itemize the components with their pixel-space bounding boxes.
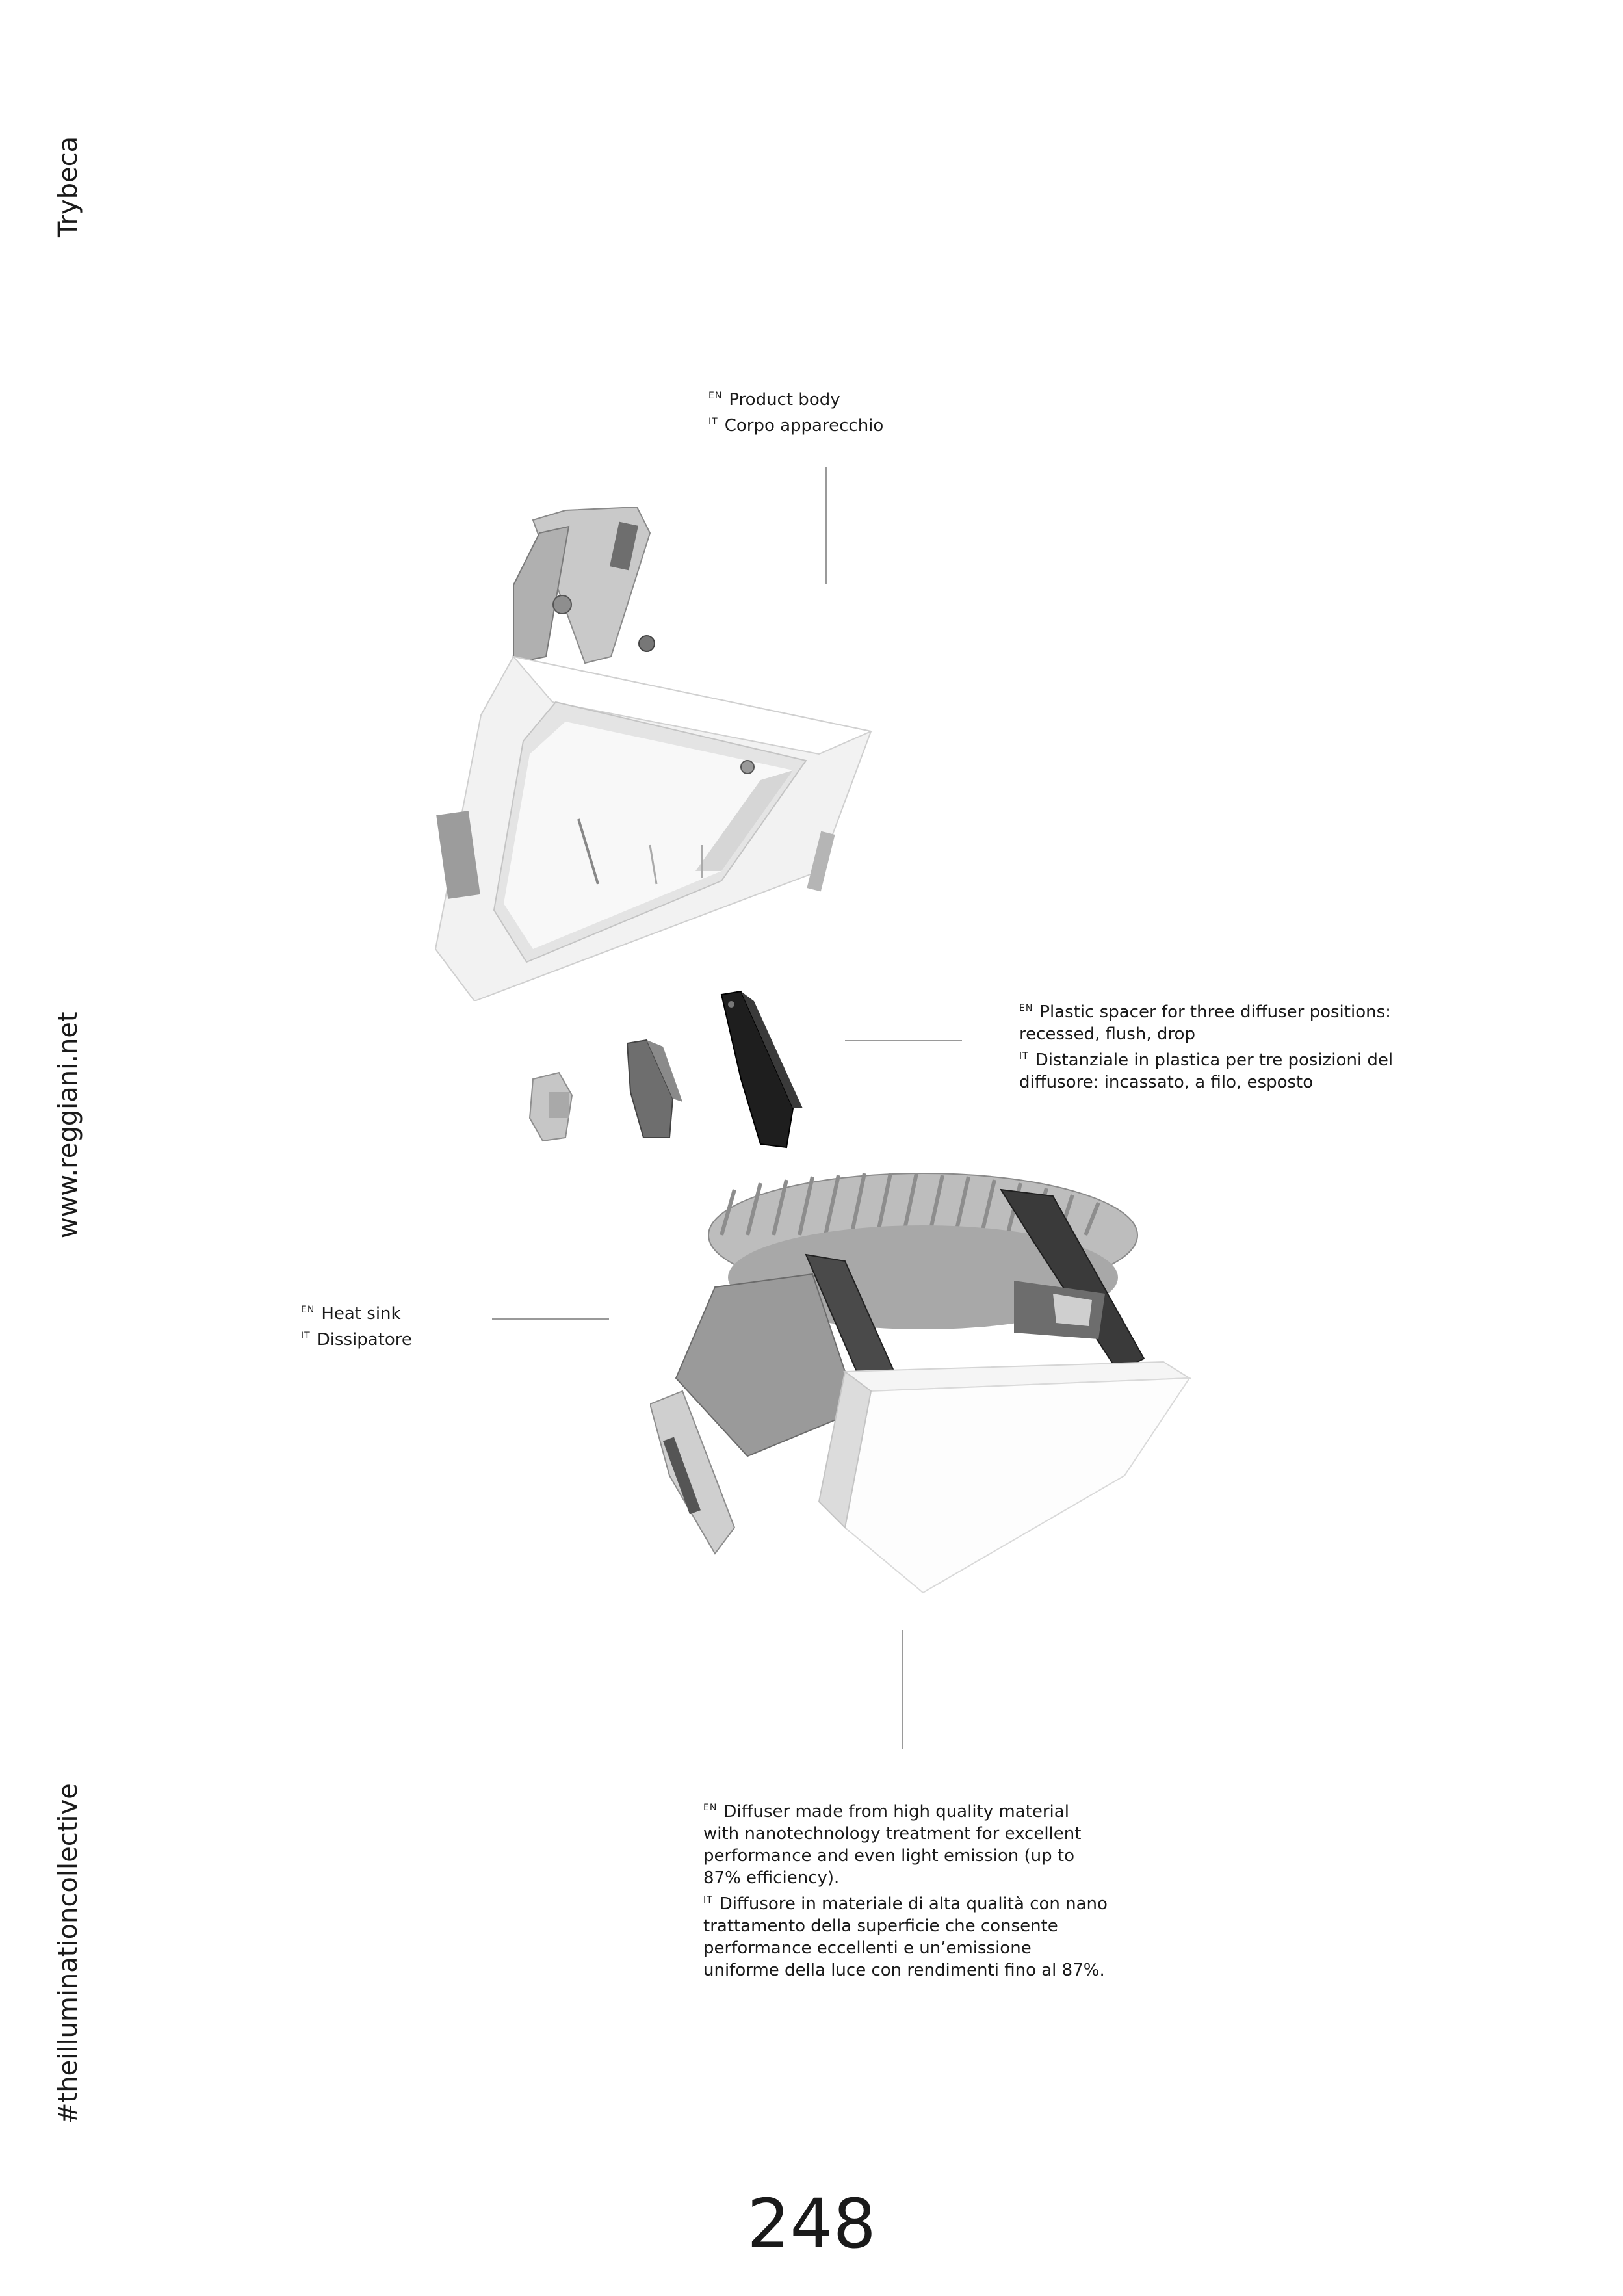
callout-text-it: Distanziale in plastica per tre posizioni del [1035,1050,1394,1070]
product-body-illustration [416,507,897,1001]
callout-heat-sink [301,1299,496,1351]
plastic-spacer-illustration [513,982,851,1151]
lang-tag-en: EN [301,1305,315,1315]
sidebar-hashtag: #theilluminationcollective [53,1783,83,2124]
lang-tag-en: EN [708,391,723,401]
callout-text-en: Diffuser made from high quality material [723,1802,1069,1821]
leader-line-diffuser [902,1630,903,1749]
leader-line-spacer [845,1040,962,1041]
lang-tag-en: EN [1019,1003,1033,1013]
callout-text-en: performance and even light emission (up to [703,1846,1074,1866]
callout-text-en: with nanotechnology treatment for excellent [703,1824,1082,1844]
callout-text-en: Product body [729,390,840,410]
callout-text-it: diffusore: incassato, a filo, esposto [1019,1073,1314,1092]
callout-text-en: Heat sink [321,1304,401,1324]
lang-tag-it: IT [1019,1051,1029,1062]
callout-product-body [708,385,1098,437]
heat-sink-illustration [650,1164,1209,1632]
callout-spacer [1019,997,1409,1093]
callout-text-en: Plastic spacer for three diffuser positions: [1039,1002,1391,1022]
page-number: 248 [747,2184,876,2263]
lang-tag-it: IT [703,1895,713,1905]
callout-text-it: uniforme della luce con rendimenti fino al 87%. [703,1961,1105,1980]
callout-text-it: performance eccellenti e un’emissione [703,1938,1032,1958]
leader-line-heat-sink [492,1318,609,1320]
sidebar-website[interactable]: www.reggiani.net [53,1011,83,1238]
lang-tag-it: IT [301,1331,311,1341]
lang-tag-it: IT [708,417,718,427]
callout-text-en: 87% efficiency). [703,1868,840,1888]
callout-text-en: recessed, flush, drop [1019,1024,1195,1044]
callout-text-it: trattamento della superficie che consente [703,1916,1058,1936]
callout-text-it: Dissipatore [317,1330,412,1350]
lang-tag-en: EN [703,1803,718,1813]
sidebar-brand: Trybeca [53,136,83,237]
callout-text-it: Diffusore in materiale di alta qualità con nano [719,1894,1108,1914]
callout-diffuser [703,1797,1119,1981]
callout-text-it: Corpo apparecchio [724,416,884,436]
